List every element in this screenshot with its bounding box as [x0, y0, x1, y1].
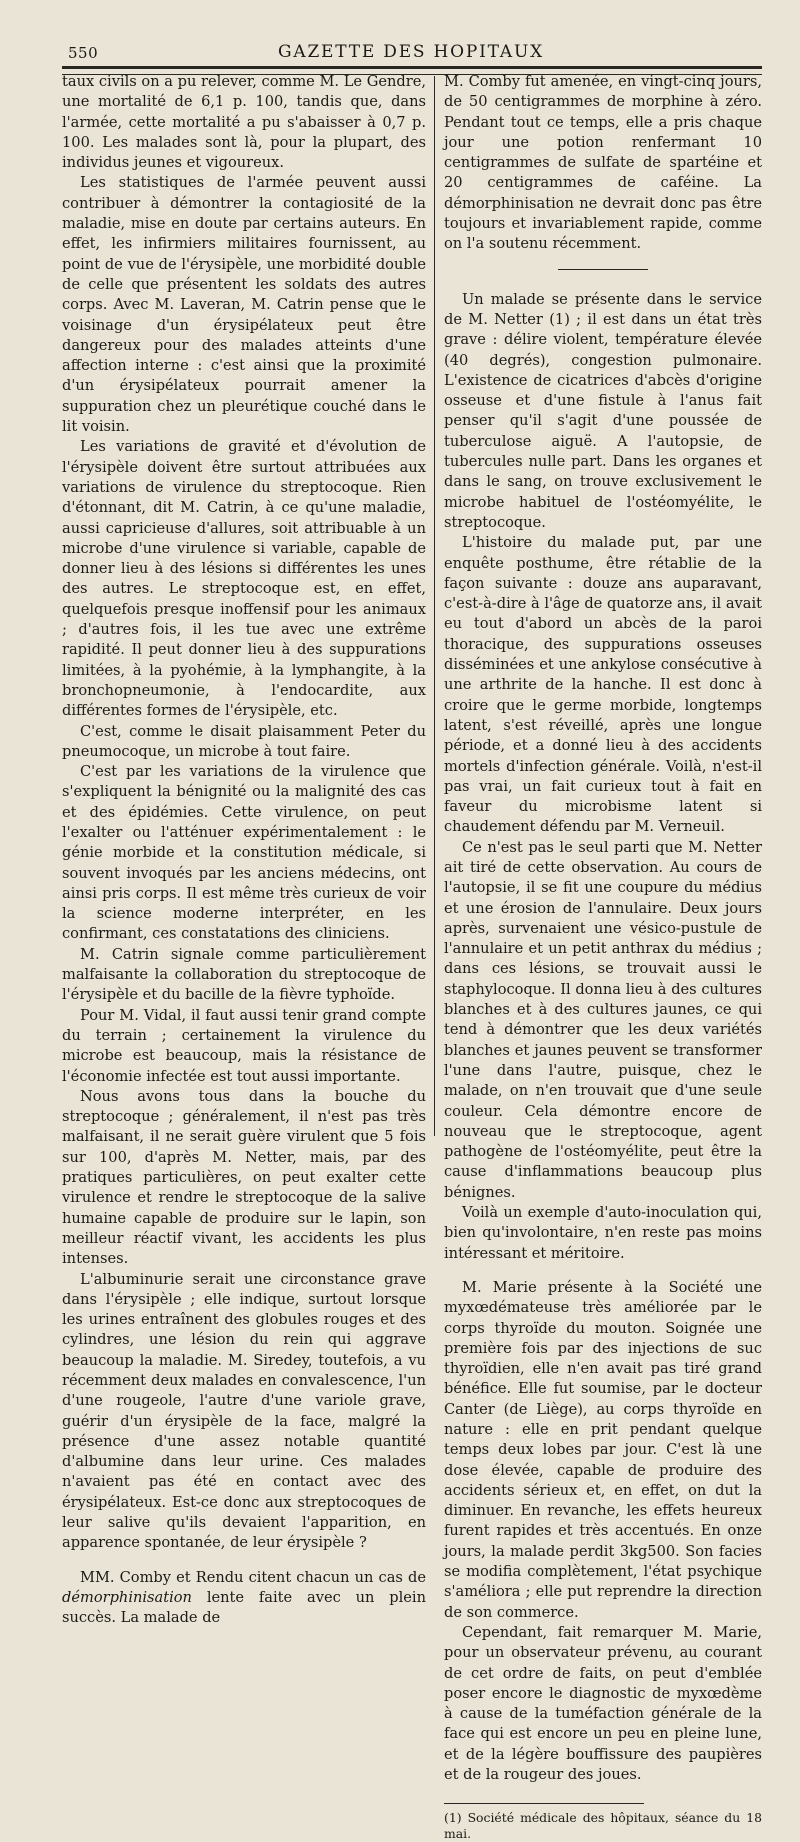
footnote: (1) Société médicale des hôpitaux, séance du 18 mai. — [444, 1810, 762, 1842]
right-paragraph-1: M. Comby fut amenée, en vingt-cinq jours, de 50 centigrammes de morphine à zéro. Pendant tout ce temps, elle a pris chaque jour une potion renfermant 10 centigrammes de sulfate de spartéine et 20 centigrammes de caféine. La démorphinisation ne devrait donc pas être toujours et invariablement rapide, comme on l'a soutenu récemment. — [444, 73, 762, 253]
left-paragraph-10 — [62, 1568, 426, 1629]
right-paragraph-3: L'histoire du malade put, par une enquête posthume, être rétablie de la façon suivante : douze ans auparavant, c'est-à-dire à l'âge de quatorze ans, il avait eu tout d'abord un abcès de la paroi thoracique, des suppurations osseuses disséminées et une ankylose consécutive à une arthrite de la hanche. Il est donc à croire que le germe morbide, longtemps latent, s'est réveillé, après une longue période, et a donné lieu à des accidents mortels d'infection générale. Voilà, n'est-il pas vrai, un fait curieux tout à fait en faveur du microbisme latent si chaudement défendu par M. Verneuil. — [444, 534, 763, 836]
right-paragraph-2: Un malade se présente dans le service de M. Netter (1) ; il est dans un état très grave : délire violent, température élevée (40 degrés), congestion pulmonaire. L'existence de cicatrices d'abcès d'origine osseuse et d'une fistule à l'anus fait penser qu'il s'agit d'une poussée de tuberculose aiguë. A l'autopsie, de tubercules nulle part. Dans les organes et dans le sang, on trouve exclusivement le microbe habituel de l'ostéomyélite, le streptocoque. — [444, 290, 762, 531]
left-paragraph-10-end: lente faite avec un plein succès. La malade de — [62, 1588, 426, 1627]
right-paragraph-5: Voilà un exemple d'auto-inoculation qui, bien qu'involontaire, n'en reste pas moins intéressant et méritoire. — [444, 1204, 762, 1262]
left-paragraph-1: taux civils on a pu relever, comme M. Le Gendre, une mortalité de 6,1 p. 100, tandis que, dans l'armée, cette mortalité a pu s'abaisser à 0,7 p. 100. Les malades sont là, pour la plupart, des individus jeunes et vigoureux. — [62, 73, 426, 172]
left-paragraph-4: C'est, comme le disait plaisamment Peter du pneumocoque, un microbe à tout faire. — [62, 722, 426, 760]
left-paragraph-5: C'est par les variations de la virulence que s'expliquent la bénignité ou la malignité des cas et des épidémies. Cette virulence, on peut l'exalter ou l'atténuer expérimentalement : le génie morbide et la constitution médicale, si souvent invoqués par les anciens médecins, ont ainsi pris corps. Il est même très curieux de voir la science moderne interpréter, en les confirmant, ces constatations des cliniciens. — [62, 763, 426, 943]
column-separator — [434, 76, 435, 1136]
page-number: 550 — [68, 44, 99, 62]
page-header — [58, 36, 764, 66]
journal-title: GAZETTE DES HOPITAUX — [277, 42, 544, 62]
right-column — [444, 72, 762, 1842]
right-paragraph-6: M. Marie présente à la Société une myxœdémateuse très améliorée par le corps thyroïde du mouton. Soignée une première fois par des injections de suc thyroïdien, elle n'en avait pas tiré grand bénéfice. Elle fut soumise, par le docteur Canter (de Liège), au corps thyroïde en nature : elle en prit pendant quelque temps deux lobes par jour. C'est là une dose élevée, capable de produire des accidents sérieux et, en effet, on dut la diminuer. En revanche, les effets heureux furent rapides et très accentués. En onze jours, la malade perdit 3kg500. Son facies se modifia complètement, l'état psychique s'améliora ; elle put reprendre la direction de son commerce. — [444, 1278, 762, 1621]
left-paragraph-7: Pour M. Vidal, il faut aussi tenir grand compte du terrain ; certainement la virulence du microbe est beaucoup, mais la résistance de l'économie infectée est tout aussi importante. — [62, 1006, 426, 1085]
left-column — [62, 72, 426, 1629]
left-paragraph-8: Nous avons tous dans la bouche du streptocoque ; généralement, il n'est pas très malfaisant, il ne serait guère virulent que 5 fois sur 100, d'après M. Netter, mais, par des pratiques particulières, on peut exalter cette virulence et rendre le streptocoque de la salive humaine capable de produire sur le lapin, son meilleur réactif vivant, les accidents les plus intenses. — [62, 1087, 426, 1268]
right-paragraph-4: Ce n'est pas le seul parti que M. Netter ait tiré de cette observation. Au cours de l'autopsie, il se fit une coupure du médius et une érosion de l'annulaire. Deux jours après, survenaient une vésico-pustule de l'annulaire et un petit anthrax du médius ; dans ces lésions, se trouvait aussi le staphylocoque. Il donna lieu à des cultures blanches et à des cultures jaunes, ce qui tend à démontrer que les deux variétés blanches et jaunes peuvent se transformer l'une dans l'autre, puisque, chez le malade, on n'en trouvait que d'une seule couleur. Cela démontre encore de nouveau que le streptocoque, agent pathogène de l'ostéomyélite, peut être la cause d'inflammations beaucoup plus bénignes. — [444, 838, 762, 1201]
left-paragraph-6: M. Catrin signale comme particulièrement malfaisante la collaboration du streptocoque de l'érysipèle et du bacille de la fièvre typhoïde. — [62, 945, 426, 1004]
left-paragraph-2: Les statistiques de l'armée peuvent aussi contribuer à démontrer la contagiosité de la maladie, mise en doute par certains auteurs. En effet, les infirmiers militaires fournissent, au point de vue de l'érysipèle, une morbidité double de celle que présentent les soldats des autres corps. Avec M. Laveran, M. Catrin pense que le voisinage d'un érysipélateux peut être dangereux pour des malades atteints d'une affection interne : c'est ainsi que la proximité d'un érysipélateux pourrait amener la suppuration chez un pleurétique couché dans le lit voisin. — [62, 174, 426, 436]
left-paragraph-9: L'albuminurie serait une circonstance grave dans l'érysipèle ; elle indique, surtout lorsque les urines entraînent des globules rouges et des cylindres, une lésion du rein qui aggrave beaucoup la maladie. M. Siredey, toutefois, a vu récemment deux malades en convalescence, l'un d'une rougeole, l'autre d'une variole grave, guérir d'un érysipèle de la face, malgré la présence d'une assez notable quantité d'albumine dans leur urine. Ces malades n'avaient pas été en contact avec des érysipélateux. Est-ce donc aux streptocoques de leur salive qu'ils devaient l'apparition, en apparence spontanée, de leur érysipèle ? — [62, 1270, 426, 1552]
left-paragraph-10-start: MM. Comby et Rendu citent chacun un cas de — [80, 1568, 426, 1586]
right-paragraph-7: Cependant, fait remarquer M. Marie, pour un observateur prévenu, au courant de cet ordre de faits, on peut d'emblée poser encore le diagnostic de myxœdème à cause de la tuméfaction générale de la face qui est encore un peu en pleine lune, et de la légère bouffissure des paupières et de la rougeur des joues. — [444, 1623, 762, 1784]
left-paragraph-10-italic: démorphinisation — [62, 1588, 192, 1606]
left-paragraph-3: Les variations de gravité et d'évolution de l'érysipèle doivent être surtout attribuées aux variations de virulence du streptocoque. Rien d'étonnant, dit M. Catrin, à ce qu'une maladie, aussi capricieuse d'allures, soit attribuable à un microbe d'une virulence si variable, capable de donner lieu à des lésions si différentes les unes des autres. Le streptocoque est, en effet, quelquefois presque inoffensif pour les animaux ; d'autres fois, il les tue avec une extrême rapidité. Il peut donner lieu à des suppurations limitées, à la pyohémie, à la lymphangite, à la bronchopneumonie, à l'endocardite, aux différentes formes de l'érysipèle, etc. — [62, 438, 426, 720]
footnote-rule — [444, 1803, 644, 1804]
section-divider — [558, 269, 648, 270]
